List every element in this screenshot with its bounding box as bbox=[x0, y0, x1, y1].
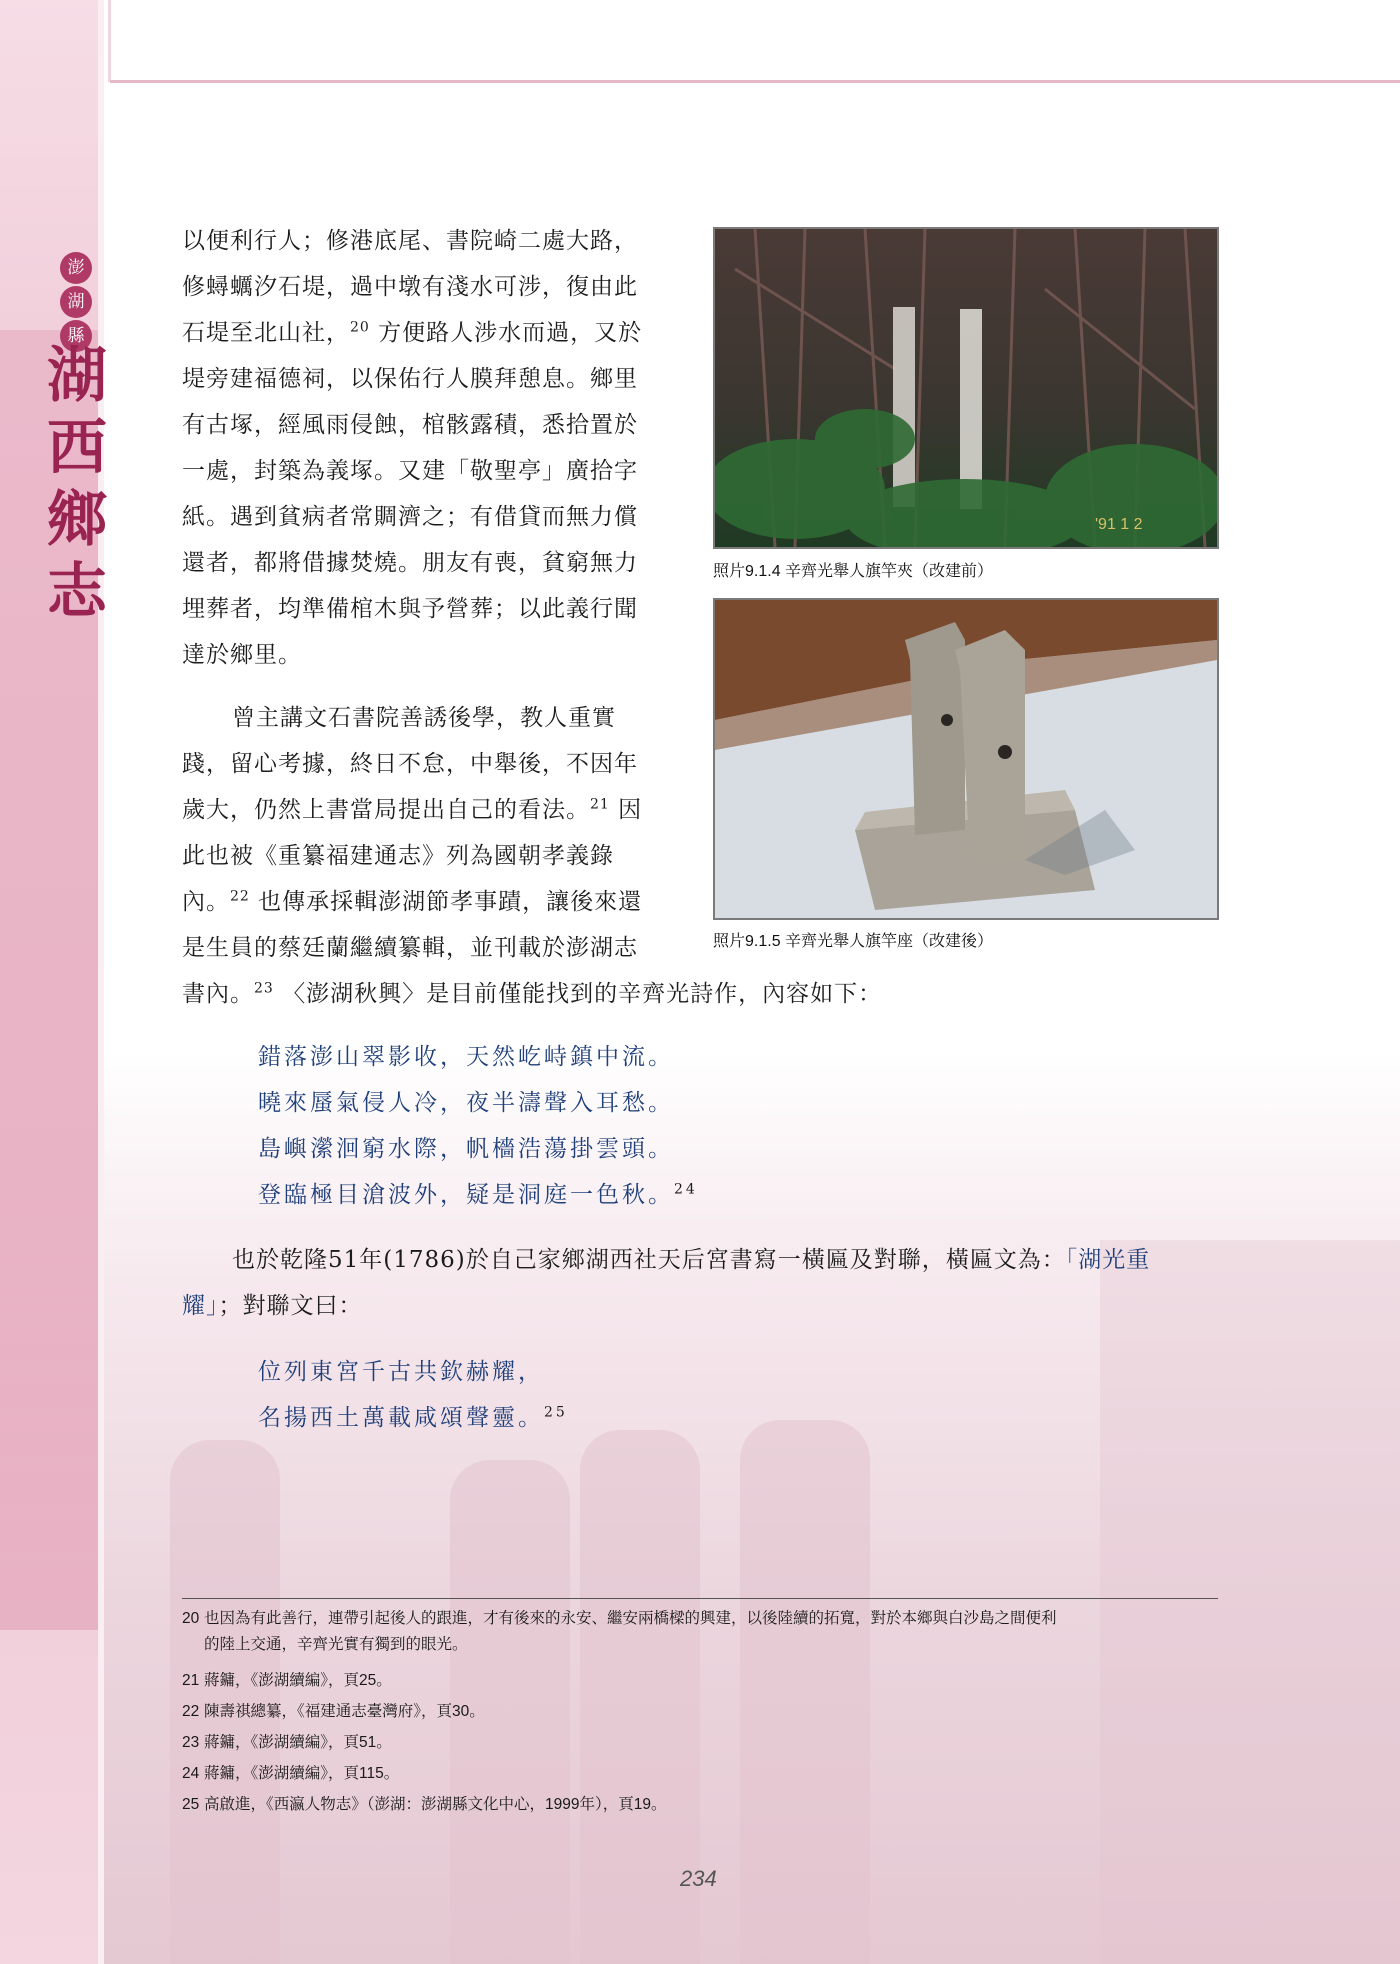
text-line: 紙。遇到貧病者常賙濟之；有借貸而無力償 bbox=[182, 504, 638, 530]
footnote-ref[interactable]: 21 bbox=[590, 796, 610, 813]
poem-penghu-autumn bbox=[258, 1034, 698, 1218]
county-seal-char: 澎 bbox=[60, 252, 92, 284]
text-line: 以便利行人；修港底尾、書院崎二處大路， bbox=[182, 228, 638, 254]
footnote-number: 24 bbox=[182, 1765, 200, 1782]
county-seal-char: 湖 bbox=[60, 286, 92, 318]
footnote-ref[interactable]: 24 bbox=[674, 1181, 698, 1198]
footnote-text: 蔣鏞，《澎湖續編》，頁115。 bbox=[204, 1765, 400, 1782]
text-line: 埋葬者，均準備棺木與予營葬；以此義行聞 bbox=[182, 596, 638, 622]
footnote bbox=[182, 1606, 1222, 1658]
footnote bbox=[182, 1761, 1222, 1787]
book-title-char: 西 bbox=[47, 413, 107, 483]
photo-flagpole-after bbox=[713, 598, 1219, 920]
text-line: 石堤至北山社，$^{20}$ 方便路人涉水而過，又於 bbox=[182, 319, 643, 346]
header-rule bbox=[110, 80, 1400, 83]
footnote-number: 25 bbox=[182, 1796, 200, 1813]
book-title bbox=[42, 340, 112, 628]
footnote-ref[interactable]: 22 bbox=[230, 888, 250, 905]
book-title-char: 湖 bbox=[47, 341, 107, 411]
page-number: 234 bbox=[680, 1866, 717, 1891]
footnote-text: 陳壽祺總纂，《福建通志臺灣府》，頁30。 bbox=[204, 1703, 485, 1720]
couplet-line: 名揚西土萬載咸頌聲靈。$^{25}$ bbox=[258, 1404, 568, 1431]
sidebar-divider bbox=[98, 0, 104, 1964]
county-seal-char: 縣 bbox=[60, 320, 92, 352]
text-line: 耀」；對聯文曰： bbox=[182, 1293, 363, 1319]
photo-flagpole-after-image bbox=[715, 600, 1217, 918]
footnote-number: 21 bbox=[182, 1672, 200, 1689]
text-line: 一處，封築為義塚。又建「敬聖亭」廣拾字 bbox=[182, 458, 638, 484]
text-line: 達於鄉里。 bbox=[182, 642, 302, 668]
photo-flagpole-before bbox=[713, 227, 1219, 549]
footnote bbox=[182, 1792, 1222, 1818]
footnote bbox=[182, 1699, 1222, 1725]
footnote-text: 也因為有此善行，連帶引起後人的跟進，才有後來的永安、繼安兩橋樑的興建，以後陸續的拓寬，對於本鄉與白沙島之間便利 bbox=[204, 1610, 1057, 1627]
background-building bbox=[1100, 1240, 1400, 1964]
couplet bbox=[258, 1349, 568, 1441]
text-line: 也於乾隆51年(1786)於自己家鄉湖西社天后宮書寫一橫匾及對聯，橫匾文為：「湖光重 bbox=[232, 1247, 1151, 1273]
poem-line: 島嶼瀠洄窮水際，帆檣浩蕩掛雲頭。 bbox=[258, 1136, 674, 1162]
footnote-text: 高啟進，《西瀛人物志》（澎湖：澎湖縣文化中心，1999年），頁19。 bbox=[204, 1796, 667, 1813]
footnote-number: 20 bbox=[182, 1610, 200, 1627]
footnote-rule bbox=[182, 1598, 1218, 1599]
footnote-number: 23 bbox=[182, 1734, 200, 1751]
footnote bbox=[182, 1668, 1222, 1694]
poem-line: 錯落澎山翠影收，天然屹峙鎮中流。 bbox=[258, 1044, 674, 1070]
paragraph-3 bbox=[182, 1237, 1222, 1329]
text-line: 堤旁建福德祠，以保佑行人膜拜憩息。鄉里 bbox=[182, 366, 638, 392]
text-line: 有古塚，經風雨侵蝕，棺骸露積，悉拾置於 bbox=[182, 412, 638, 438]
photo1-caption: 照片9.1.4 辛齊光舉人旗竿夾（改建前） bbox=[713, 563, 994, 580]
text-line: 踐，留心考據，終日不怠，中舉後，不因年 bbox=[182, 751, 638, 777]
text-line: 修蟳蠣汐石堤，過中墩有淺水可涉，復由此 bbox=[182, 274, 638, 300]
footnote-text: 蔣鏞，《澎湖續編》，頁25。 bbox=[204, 1672, 392, 1689]
paragraph-1 bbox=[182, 218, 702, 678]
footnote bbox=[182, 1730, 1222, 1756]
footnote-ref[interactable]: 25 bbox=[544, 1404, 568, 1421]
text-line: 曾主講文石書院善誘後學，教人重實 bbox=[232, 705, 616, 731]
footnote-ref[interactable]: 23 bbox=[254, 980, 274, 997]
footnote-text: 蔣鏞，《澎湖續編》，頁51。 bbox=[204, 1734, 392, 1751]
text-line: 內。$^{22}$ 也傳承採輯澎湖節孝事蹟，讓後來還 bbox=[182, 888, 643, 915]
text-line: 書內。$^{23}$ 〈澎湖秋興〉是目前僅能找到的辛齊光詩作，內容如下： bbox=[182, 980, 883, 1007]
couplet-line: 位列東宮千古共欽赫耀， bbox=[258, 1359, 544, 1385]
poem-line: 登臨極目滄波外，疑是洞庭一色秋。$^{24}$ bbox=[258, 1181, 698, 1208]
book-title-char: 鄉 bbox=[47, 485, 107, 555]
photo-flagpole-before-image bbox=[715, 229, 1217, 547]
poem-line: 曉來蜃氣侵人冷，夜半濤聲入耳愁。 bbox=[258, 1090, 674, 1116]
text-line: 還者，都將借據焚燒。朋友有喪，貧窮無力 bbox=[182, 550, 638, 576]
text-line: 歲大，仍然上書當局提出自己的看法。$^{21}$ 因 bbox=[182, 796, 643, 823]
photo2-caption: 照片9.1.5 辛齊光舉人旗竿座（改建後） bbox=[713, 933, 994, 950]
header-tick bbox=[108, 0, 111, 82]
text-line: 此也被《重纂福建通志》列為國朝孝義錄 bbox=[182, 843, 614, 869]
photo-date-stamp: '91 1 2 bbox=[1095, 516, 1143, 533]
footnote-number: 22 bbox=[182, 1703, 200, 1720]
footnote-ref[interactable]: 20 bbox=[350, 319, 370, 336]
book-title-char: 志 bbox=[47, 557, 107, 627]
footnote-text: 的陸上交通，辛齊光實有獨到的眼光。 bbox=[204, 1636, 468, 1653]
text-line: 是生員的蔡廷蘭繼續纂輯，並刊載於澎湖志 bbox=[182, 935, 638, 961]
